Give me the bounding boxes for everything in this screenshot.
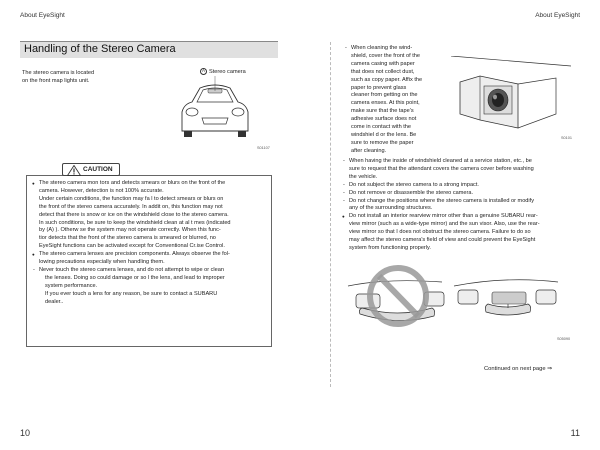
text-line: ● Do not install an interior rearview mirror other than a genuine SUBARU rear- [342, 213, 574, 221]
right-top-text [344, 45, 444, 156]
caution-text [32, 180, 268, 307]
text-line: by (A) ). Otherw se the system may not operate correctly. When this func- [39, 227, 221, 234]
text-line: come in contact with the [351, 124, 412, 131]
text-line: view mirror so that I does not obstruct the stereo camera. Failure to do so [349, 229, 531, 236]
text-line: Under certain conditions, the function may fa l to detect smears or blurs on [39, 195, 224, 202]
text-line: paper to prevent glass [351, 84, 407, 91]
text-line: the vehicle. [349, 173, 378, 180]
caution-label: CAUTION [83, 166, 113, 173]
text-line: ● The stereo camera lenses are precision components. Always observe the fol- [32, 251, 268, 259]
figure1-code: S01107 [257, 146, 270, 150]
page-number-right: 11 [570, 428, 580, 438]
mirrors-figure [346, 252, 574, 342]
text-line: tior detects that the front of the stereo camera is smeared or blurred, no [39, 235, 216, 242]
text-line: after cleaning. [351, 147, 387, 154]
text-line: If you ever touch a lens for any reason, be sure to contact a SUBARU [45, 290, 218, 297]
header-right: About EyeSight [535, 12, 580, 19]
stereo-camera-label: Stereo camera [209, 68, 246, 75]
text-line: shield, cover the front of the [351, 52, 421, 59]
text-line: - Never touch the stereo camera lenses, and do not attempt to wipe or clean [32, 267, 268, 275]
text-line: - When cleaning the wind- [344, 45, 444, 53]
text-line: may affect the stereo camera's field of view and could prevent the EyeSight [349, 237, 536, 244]
text-line: - Do not change the positions where the stereo camera is installed or modify [342, 198, 574, 206]
column-divider [330, 42, 331, 387]
text-line: - Do not subject the stereo camera to a strong impact. [342, 182, 574, 190]
warning-icon [67, 165, 81, 176]
figure3-code: S05090 [557, 337, 571, 341]
text-line: adhesive surface does not [351, 116, 417, 123]
text-line: lowing precautions especially when handling them. [39, 259, 165, 266]
text-line: sure to remove the paper [351, 139, 414, 146]
text-line: detect that there is snow or ice on the windshield close to the stereo camera. [39, 211, 229, 218]
figure2-code: S0101 [561, 136, 572, 140]
wide-mirror-prohibited [348, 268, 444, 324]
text-line: camera. However, detection is not 100% accurate. [39, 187, 164, 194]
text-line: windshiel d or the lens. Be [351, 131, 417, 138]
text-line: dealer.. [45, 298, 64, 305]
text-line: view mirror (such as a wide-type mirror) and the sun visor. Also, use the rear- [349, 221, 540, 228]
continued-note: Continued on next page ⇒ [484, 366, 553, 372]
text-line: camera enses. At this point, [351, 100, 420, 107]
right-body-text [342, 158, 574, 253]
text-line: sure to request that the attendant covers the camera cover before washing [349, 165, 534, 172]
text-line: camera casing with paper [351, 60, 415, 67]
text-line: cleaner from getting on the [351, 92, 418, 99]
text-line: any of the surrounding structures. [349, 205, 433, 212]
text-line: In such conditions, be sure to keep the windshield clean at al t mes (indicated [39, 219, 231, 226]
text-line: such as copy paper. Affix the [351, 76, 423, 83]
intro-text: The stereo camera is located on the front map lights unit. [22, 70, 95, 84]
text-line: make sure that the tape's [351, 108, 414, 115]
text-line: the front of the stereo camera accurately. In addit on, this function may not [39, 203, 223, 210]
text-line: - When having the inside of windshield cleaned at a service station, etc., be [342, 158, 574, 166]
text-line: system performance. [45, 282, 98, 289]
text-line: the lenses. Doing so could damage or so l the lens, and lead to improper [45, 274, 225, 281]
section-title: Handling of the Stereo Camera [20, 42, 278, 58]
text-line: EyeSight functions can be activated except for Conventional Cr.ise Control. [39, 243, 225, 250]
caution-badge [62, 163, 120, 176]
marker-a: A [201, 68, 205, 74]
page-number-left: 10 [20, 428, 31, 438]
text-line: ● The stereo camera mon tors and detects smears or blurs on the front of the [32, 180, 268, 188]
camera-casing-figure [446, 56, 576, 146]
car-front-figure [170, 76, 260, 148]
header-left: About EyeSight [20, 12, 65, 19]
genuine-mirror-example [454, 280, 558, 315]
text-line: that does not collect dust, [351, 68, 415, 75]
text-line: - Do not remove or disassemble the stereo camera. [342, 190, 574, 198]
text-line: system from functioning properly. [349, 244, 431, 251]
stereo-camera-callout [200, 68, 246, 75]
